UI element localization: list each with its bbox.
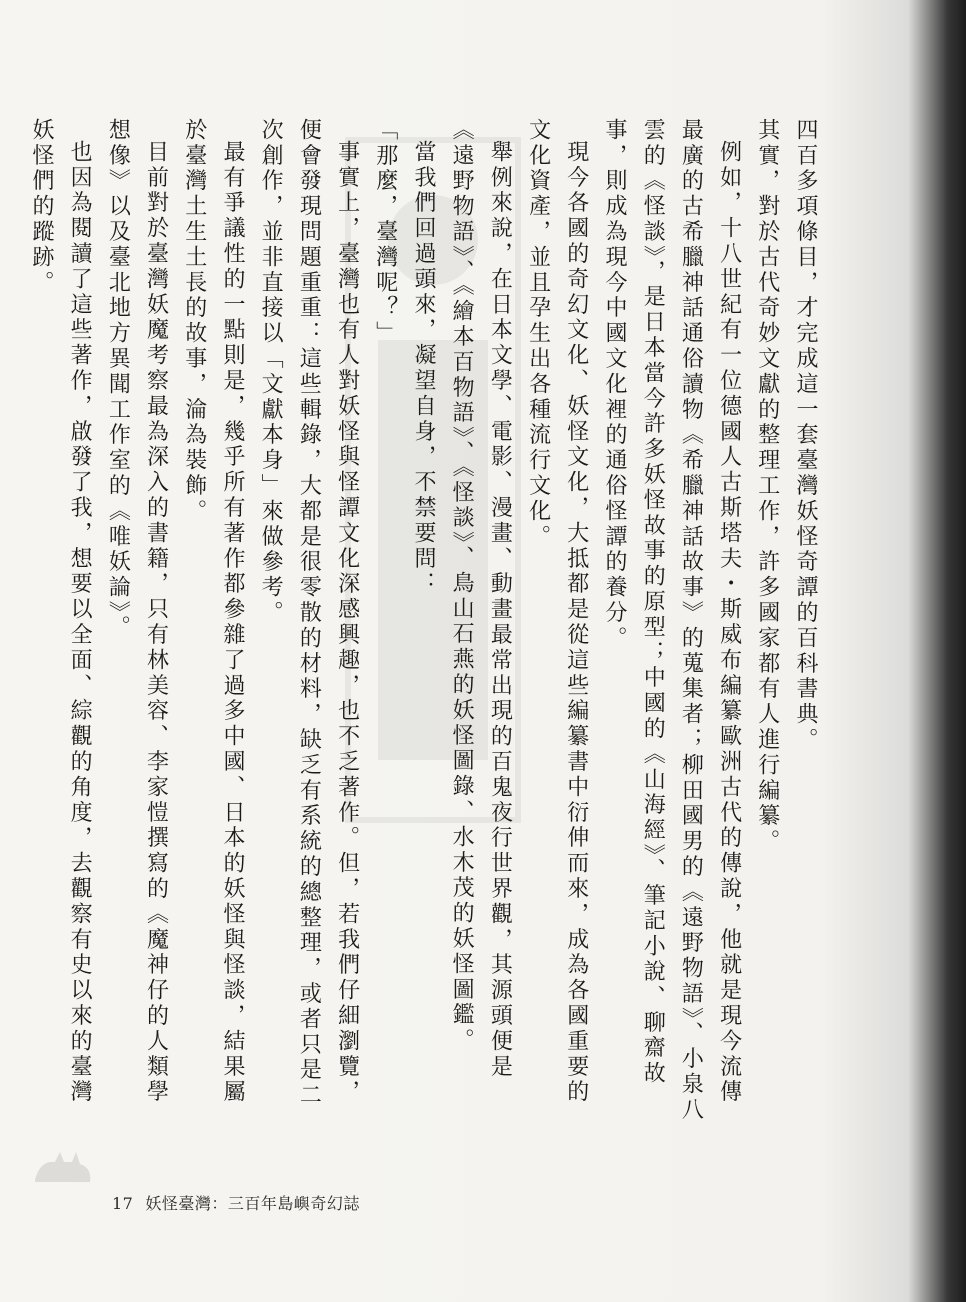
paragraph: 最有爭議性的一點則是，幾乎所有著作都參雜了過多中國、日本的妖怪與怪談，結果屬於臺灣土生土長的故事，淪為裝飾。: [181, 118, 245, 1106]
paragraph: 例如，十八世紀有一位德國人古斯塔夫・斯威布編纂歐洲古代的傳說，他就是現今流傳最廣的古希臘神話通俗讀物《希臘神話故事》的蒐集者；柳田國男的《遠野物語》、小泉八雲的《怪談》，是日本當今許多妖怪故事的原型；中國的《山海經》、筆記小說、聊齋故事，則成為現今中國文化裡的通俗怪譚的養分。: [601, 118, 742, 1123]
paragraph: 當我們回過頭來，凝望自身，不禁要問：: [410, 140, 436, 598]
paragraph: 其實，對於古代奇妙文獻的整理工作，許多國家都有人進行編纂。: [754, 118, 780, 855]
book-spine-shadow: [944, 0, 966, 1302]
paragraph: 目前對於臺灣妖魔考察最為深入的書籍，只有林美容、李家愷撰寫的《魔神仔的人類學想像》以及臺北地方異聞工作室的《唯妖論》。: [105, 118, 169, 1106]
paragraph: 事實上，臺灣也有人對妖怪與怪譚文化深感興趣，也不乏著作。但，若我們仔細瀏覽，便會發現問題重重：這些輯錄，大都是很零散的材料，缺乏有系統的總整理，或者只是二次創作，並非直接以「文獻本身」來做參考。: [258, 118, 360, 1109]
page-number: 17: [112, 1194, 134, 1213]
paragraph: 四百多項條目，才完成這一套臺灣妖怪奇譚的百科書典。: [793, 118, 818, 753]
paragraph: 也因為閱讀了這些著作，啟發了我，想要以全面、綜觀的角度，去觀察有史以來的臺灣妖怪們的蹤跡。: [28, 118, 93, 1106]
vertical-body-text: [22, 118, 824, 1128]
page-footer: [112, 1191, 360, 1214]
cat-silhouette-icon: [30, 1140, 100, 1190]
running-title: 妖怪臺灣：三百年島嶼奇幻誌: [145, 1194, 360, 1213]
paragraph-quote: 「那麼，臺灣呢？」: [372, 118, 398, 347]
paragraph: 現今各國的奇幻文化、妖怪文化，大抵都是從這些編纂書中衍伸而來，成為各國重要的文化資產，並且孕生出各種流行文化。: [525, 118, 589, 1106]
paragraph: 舉例來說，在日本文學、電影、漫畫、動畫最常出現的百鬼夜行世界觀，其源頭便是《遠野物語》、《繪本百物語》、《怪談》、鳥山石燕的妖怪圖錄、水木茂的妖怪圖鑑。: [449, 118, 513, 1080]
